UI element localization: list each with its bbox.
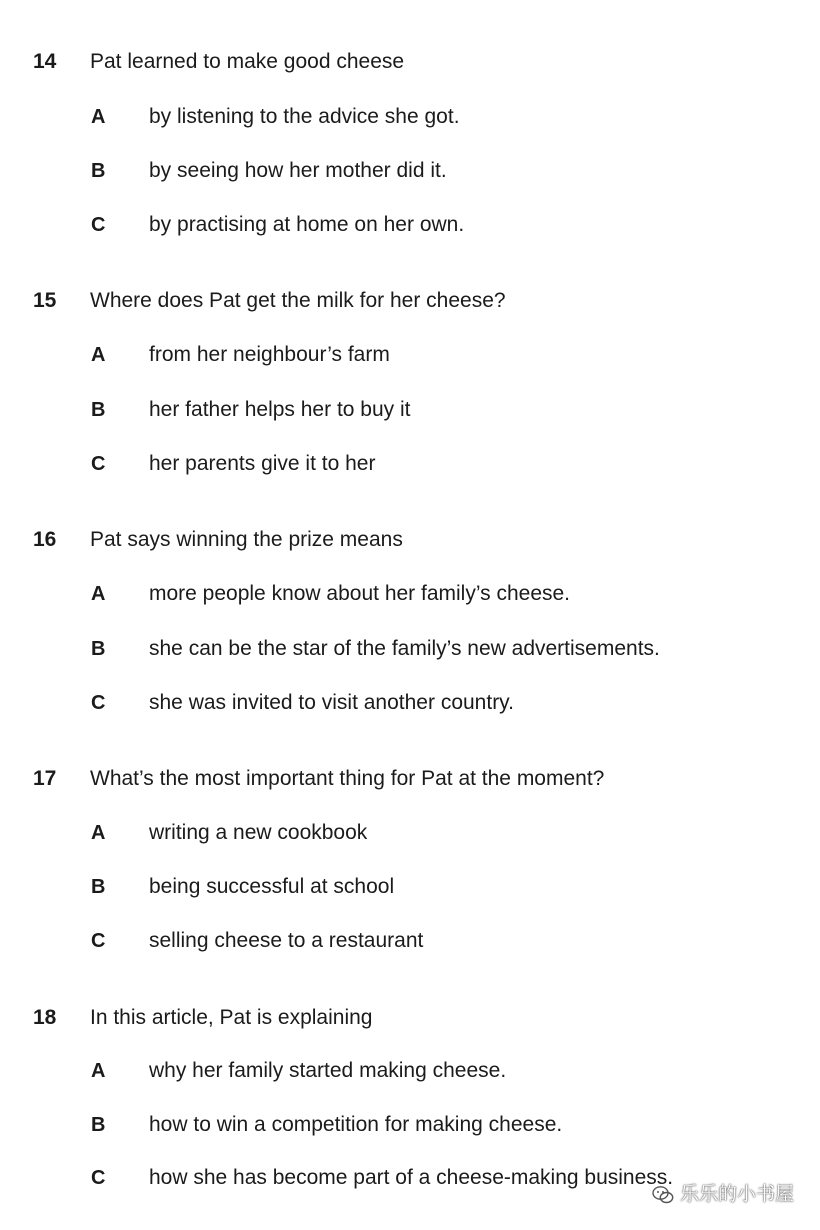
question-number: 15 xyxy=(33,289,57,312)
option-letter: C xyxy=(91,1167,106,1189)
option-text: how she has become part of a cheese-making business. xyxy=(149,1166,674,1189)
option-letter: C xyxy=(91,214,106,236)
option-16-b[interactable] xyxy=(0,637,820,661)
question-number: 16 xyxy=(33,528,57,551)
option-letter: C xyxy=(91,692,106,714)
option-text: why her family started making cheese. xyxy=(149,1059,507,1082)
option-text: more people know about her family’s cheese. xyxy=(149,582,571,605)
option-letter: B xyxy=(91,638,106,660)
question-text: What’s the most important thing for Pat at the moment? xyxy=(90,767,605,790)
option-text: her father helps her to buy it xyxy=(149,398,411,421)
option-15-c[interactable] xyxy=(0,452,820,476)
option-letter: C xyxy=(91,453,106,475)
option-text: she was invited to visit another country. xyxy=(149,691,514,714)
option-17-c[interactable] xyxy=(0,929,820,953)
option-15-a[interactable] xyxy=(0,343,820,367)
question-text: Pat says winning the prize means xyxy=(90,528,403,551)
option-letter: B xyxy=(91,876,106,898)
option-text: by seeing how her mother did it. xyxy=(149,159,447,182)
question-number: 17 xyxy=(33,767,57,790)
option-17-b[interactable] xyxy=(0,875,820,899)
option-text: her parents give it to her xyxy=(149,452,376,475)
option-18-b[interactable] xyxy=(0,1113,820,1137)
question-text: Pat learned to make good cheese xyxy=(90,50,405,73)
option-14-a[interactable] xyxy=(0,105,820,129)
option-18-a[interactable] xyxy=(0,1059,820,1083)
option-letter: A xyxy=(91,583,106,605)
option-letter: A xyxy=(91,344,106,366)
wechat-icon xyxy=(652,1185,674,1205)
option-letter: A xyxy=(91,822,106,844)
option-16-c[interactable] xyxy=(0,691,820,715)
option-letter: A xyxy=(91,106,106,128)
option-17-a[interactable] xyxy=(0,821,820,845)
option-letter: A xyxy=(91,1060,106,1082)
option-letter: B xyxy=(91,399,106,421)
option-text: from her neighbour’s farm xyxy=(149,343,390,366)
option-text: by listening to the advice she got. xyxy=(149,105,460,128)
watermark-text: 乐乐的小书屋 xyxy=(679,1184,794,1205)
option-14-c[interactable] xyxy=(0,213,820,237)
option-16-a[interactable] xyxy=(0,582,820,606)
option-text: how to win a competition for making cheese. xyxy=(149,1113,563,1136)
watermark xyxy=(652,1184,794,1206)
option-text: selling cheese to a restaurant xyxy=(149,929,424,952)
option-text: being successful at school xyxy=(149,875,395,898)
option-letter: C xyxy=(91,930,106,952)
option-text: writing a new cookbook xyxy=(149,821,368,844)
question-text: In this article, Pat is explaining xyxy=(90,1006,373,1029)
option-15-b[interactable] xyxy=(0,398,820,422)
option-letter: B xyxy=(91,1114,106,1136)
option-text: by practising at home on her own. xyxy=(149,213,465,236)
option-text: she can be the star of the family’s new advertisements. xyxy=(149,637,660,660)
option-letter: B xyxy=(91,160,106,182)
question-number: 18 xyxy=(33,1006,57,1029)
question-text: Where does Pat get the milk for her cheese? xyxy=(90,289,506,312)
option-14-b[interactable] xyxy=(0,159,820,183)
question-number: 14 xyxy=(33,50,57,73)
